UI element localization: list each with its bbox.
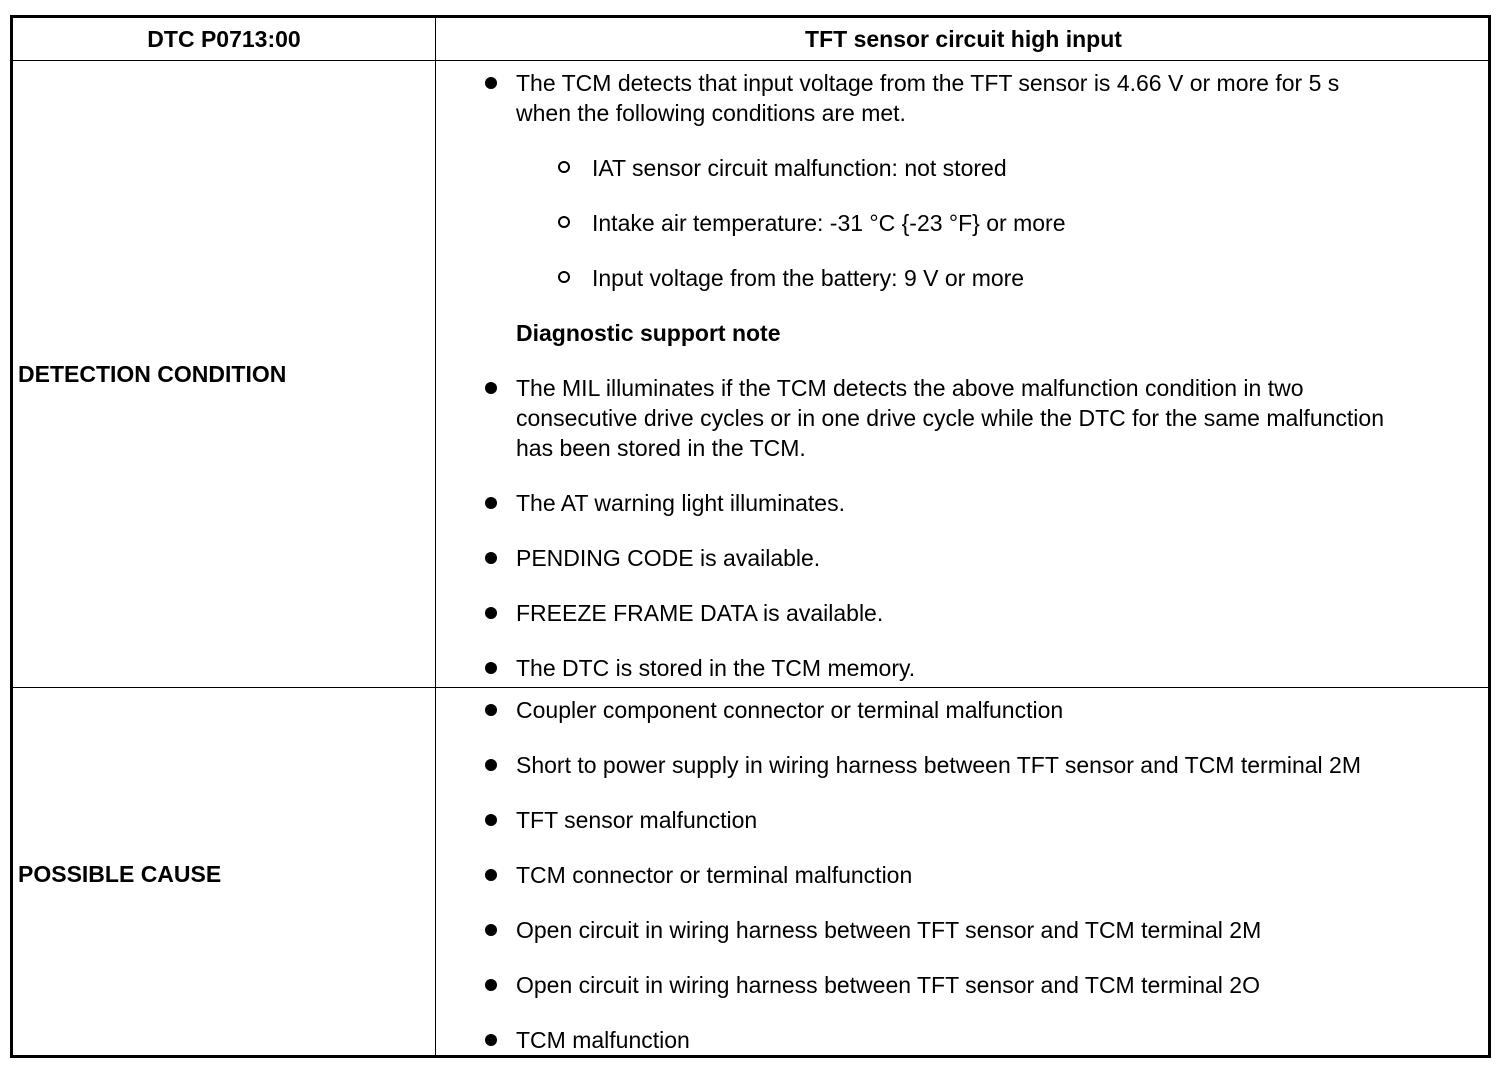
cause-text: Coupler component connector or terminal malfunction — [516, 697, 1064, 723]
bullet-icon — [485, 704, 497, 716]
note-mil-line-3: has been stored in the TCM. — [516, 435, 806, 461]
dtc-table — [10, 15, 1491, 1058]
bullet-icon — [485, 1034, 497, 1046]
note-text: The DTC is stored in the TCM memory. — [516, 655, 916, 681]
cause-text: TFT sensor malfunction — [516, 807, 758, 833]
detection-main-line-2: when the following conditions are met. — [516, 100, 906, 126]
detection-main-line-1: The TCM detects that input voltage from the TFT sensor is 4.66 V or more for 5 s — [516, 70, 1340, 96]
detection-condition-label: DETECTION CONDITION — [18, 361, 287, 387]
cause-text: Open circuit in wiring harness between TFT sensor and TCM terminal 2M — [516, 917, 1262, 943]
open-circle-icon — [558, 216, 570, 228]
condition-text: IAT sensor circuit malfunction: not stored — [592, 155, 1007, 181]
bullet-icon — [485, 497, 497, 509]
note-text: FREEZE FRAME DATA is available. — [516, 600, 884, 626]
note-text: PENDING CODE is available. — [516, 545, 821, 571]
bullet-icon — [485, 662, 497, 674]
dtc-title-header: TFT sensor circuit high input — [805, 25, 1122, 52]
note-text: The AT warning light illuminates. — [516, 490, 845, 516]
bullet-icon — [485, 382, 497, 394]
row-divider — [13, 687, 1488, 688]
bullet-icon — [485, 814, 497, 826]
bullet-icon — [485, 552, 497, 564]
header-divider — [13, 60, 1488, 61]
cause-text: TCM connector or terminal malfunction — [516, 862, 913, 888]
open-circle-icon — [558, 161, 570, 173]
bullet-icon — [485, 607, 497, 619]
dtc-code-header: DTC P0713:00 — [147, 25, 301, 52]
bullet-icon — [485, 869, 497, 881]
possible-cause-label: POSSIBLE CAUSE — [18, 861, 222, 887]
column-divider — [435, 18, 436, 1055]
bullet-icon — [485, 77, 497, 89]
bullet-icon — [485, 759, 497, 771]
note-mil-line-1: The MIL illuminates if the TCM detects the above malfunction condition in two — [516, 375, 1304, 401]
cause-text: TCM malfunction — [516, 1027, 690, 1053]
cause-text: Open circuit in wiring harness between TFT sensor and TCM terminal 2O — [516, 972, 1260, 998]
bullet-icon — [485, 924, 497, 936]
cause-text: Short to power supply in wiring harness between TFT sensor and TCM terminal 2M — [516, 752, 1361, 778]
open-circle-icon — [558, 271, 570, 283]
condition-text: Input voltage from the battery: 9 V or more — [592, 265, 1025, 291]
note-mil-line-2: consecutive drive cycles or in one drive cycle while the DTC for the same malfunction — [516, 405, 1384, 431]
diagnostic-support-note-heading: Diagnostic support note — [516, 320, 781, 346]
condition-text: Intake air temperature: -31 °C {-23 °F} or more — [592, 210, 1066, 236]
bullet-icon — [485, 979, 497, 991]
